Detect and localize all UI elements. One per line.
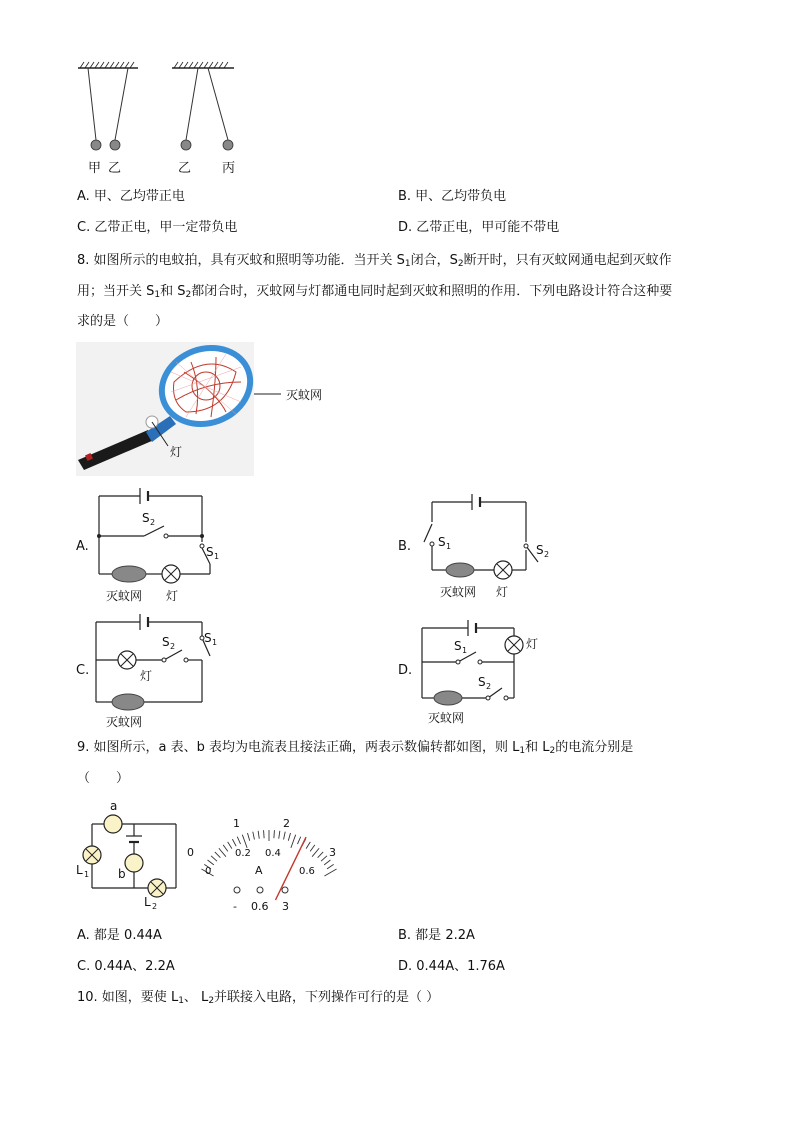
ammeter-a [104,815,122,833]
dial-tick [232,839,236,846]
swatter-photo [76,342,336,476]
dial-tick [211,856,217,861]
ball-jia [91,140,101,150]
svg-text:灯: 灯 [496,585,509,599]
dial-tick [253,832,255,840]
dial-tick [258,831,259,839]
upper-tick-2: 2 [283,817,290,830]
dial-tick [248,833,250,841]
q7-option-b[interactable]: B. 甲、乙均带负电 [398,189,507,204]
dial-tick [288,833,290,841]
dial-tick [264,830,265,838]
svg-text:S: S [206,545,214,559]
dial-tick [223,845,228,851]
q8-stem-line1: 8. 如图所示的电蚊拍，具有灭蚊和照明等功能．当开关 $S_1$闭合，$S_2$断开时，只有灭蚊网通电起到灭蚊作 [77,253,672,269]
q9-option-d[interactable]: D. 0.44A、1.76A [398,959,505,974]
svg-text:2: 2 [150,518,156,527]
svg-text:S: S [454,639,462,653]
dial-tick [318,852,324,858]
svg-text:灭蚊网: 灭蚊网 [106,715,143,729]
photo-label-net: 灭蚊网 [286,388,323,402]
svg-text:S: S [142,511,150,525]
q8-option-a[interactable]: A. [76,539,89,554]
lower-tick-1: 0.2 [235,848,251,859]
q9-option-c[interactable]: C. 0.44A、2.2A [77,959,175,974]
svg-text:-: - [233,900,237,913]
dial-tick [306,842,310,849]
svg-text:0.6: 0.6 [251,900,269,913]
label-yi-1: 乙 [108,161,122,176]
q9-option-b[interactable]: B. 都是 2.2A [398,928,475,943]
q9-option-a[interactable]: A. 都是 0.44A [77,928,162,943]
upper-tick-3: 3 [329,846,336,859]
svg-text:L: L [76,863,83,877]
terminal-06 [257,887,263,893]
label-bing: 丙 [222,161,236,176]
dial-tick [242,835,247,848]
svg-text:1: 1 [446,542,452,551]
label-yi-2: 乙 [178,161,192,176]
lower-tick-2: 0.4 [265,848,281,859]
svg-text:2: 2 [152,902,158,910]
circuit-a [92,484,242,608]
q7-option-d[interactable]: D. 乙带正电，甲可能不带电 [398,220,560,235]
svg-text:b: b [118,867,126,881]
svg-text:2: 2 [170,642,176,651]
ball-bing [223,140,233,150]
svg-text:1: 1 [462,646,468,655]
svg-text:S: S [536,543,544,557]
terminal-3 [282,887,288,893]
q7-figure [70,60,250,180]
svg-text:1: 1 [84,870,90,879]
dial-tick [219,848,226,856]
svg-text:L: L [144,895,151,909]
q9-stem-line1: 9. 如图所示，a 表、b 表均为电流表且接法正确，两表示数偏转都如图，则 $L_1$和 $L_2$的电流分别是 [77,740,634,756]
svg-text:灯: 灯 [166,589,179,603]
dial-tick [215,852,221,858]
circuit-c [92,612,242,732]
ammeter-b [125,854,143,872]
svg-text:1: 1 [214,552,220,561]
dial-tick [284,832,286,840]
q8-stem-line3: 求的是（ ） [77,314,169,329]
dial-tick [324,869,336,876]
terminal-neg [234,887,240,893]
upper-tick-1: 1 [233,817,240,830]
meter-unit: A [255,864,263,877]
ball-yi-2 [181,140,191,150]
svg-text:灯: 灯 [526,637,539,651]
svg-text:灭蚊网: 灭蚊网 [440,585,477,599]
q7-option-a[interactable]: A. 甲、乙均带正电 [77,189,185,204]
dial-tick [228,842,232,849]
svg-text:S: S [162,635,170,649]
lower-tick-0: 0 [205,866,212,877]
dial-tick [312,848,319,856]
q8-option-c[interactable]: C. [76,663,90,678]
svg-text:S: S [478,675,486,689]
q8-option-d[interactable]: D. [398,663,413,678]
q7-option-c[interactable]: C. 乙带正电，甲一定带负电 [77,220,238,235]
circuit-d [418,616,568,728]
q9-circuit [74,798,184,910]
dial-tick [310,845,315,851]
svg-text:a: a [110,799,118,813]
dial-tick [237,837,240,844]
q10-stem: 10. 如图，要使 $L_1$、 $L_2$并联接入电路，下列操作可行的是（ ） [77,990,440,1006]
q8-option-b[interactable]: B. [398,539,412,554]
dial-tick [327,864,334,868]
svg-text:2: 2 [544,550,550,559]
dial-tick [324,860,330,865]
label-jia: 甲 [88,161,102,176]
dial-tick [321,856,327,861]
q9-ammeter-dial [185,812,345,916]
svg-text:S: S [204,631,212,645]
dial-tick [274,830,275,838]
q9-stem-line2: （ ） [77,771,130,786]
svg-text:灭蚊网: 灭蚊网 [428,711,465,725]
dial-tick [297,837,300,844]
upper-tick-0: 0 [187,846,194,859]
svg-text:2: 2 [486,682,492,691]
svg-text:1: 1 [212,638,218,647]
dial-tick [208,860,214,865]
dial-tick [279,831,280,839]
svg-text:灭蚊网: 灭蚊网 [106,589,143,603]
lower-tick-3: 0.6 [299,866,315,877]
circuit-b [420,484,570,608]
svg-text:S: S [438,535,446,549]
photo-label-lamp: 灯 [170,445,183,459]
svg-text:3: 3 [282,900,289,913]
ball-yi-1 [110,140,120,150]
svg-text:灯: 灯 [140,669,153,683]
q8-stem-line2: 用；当开关 $S_1$和 $S_2$都闭合时，灭蚊网与灯都通电同时起到灭蚊和照明的作用．下列电路设计符合这种要 [77,284,673,300]
dial-tick [291,835,296,848]
